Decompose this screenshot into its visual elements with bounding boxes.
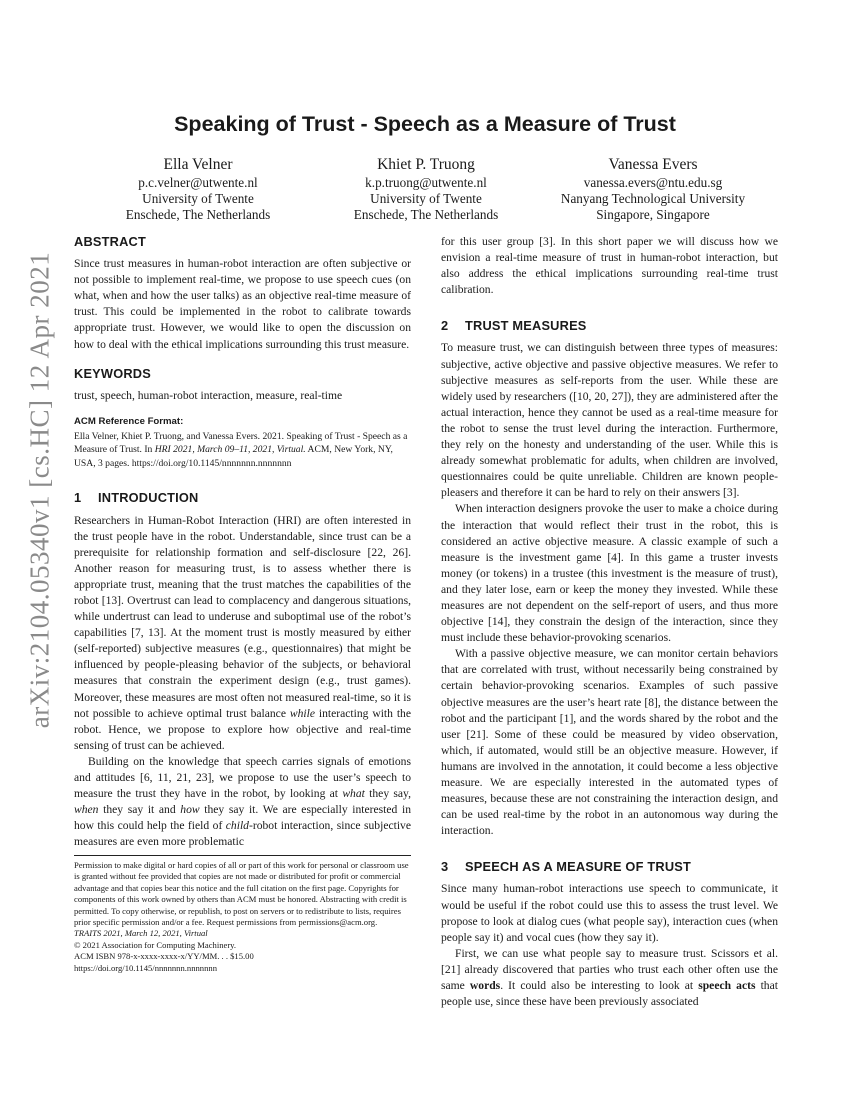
keywords-heading: KEYWORDS bbox=[74, 365, 151, 381]
author-email: vanessa.evers@ntu.edu.sg bbox=[583, 175, 723, 190]
abstract-heading: ABSTRACT bbox=[74, 234, 146, 249]
author-affiliation: University of Twente bbox=[142, 191, 254, 206]
venue-line: TRAITS 2021, March 12, 2021, Virtual bbox=[74, 928, 208, 939]
author-location: Enschede, The Netherlands bbox=[125, 207, 271, 222]
intro-paragraph: Building on the knowledge that speech carries signals of emotions and attitudes [6, 11, 21, 23], we propose to use the user’s speech to measure the trust they have in the robot, by looking at what they say, when they say it and how they say it. We are especially interested in how this could help the field of child-robot interaction, since subjective measures are even more problematic bbox=[74, 754, 412, 849]
section-heading-introduction: 1 INTRODUCTION bbox=[74, 490, 199, 506]
trust-paragraph: With a passive objective measure, we can monitor certain behaviors that are correlated with trust, without necessarily being constrained by certain behavior-provoking scenarios. Examples of such passive objective measures are the user’s heart rate [8], the distance between the robot and the participant [1], and the words shared by the robot and the user [21]. Some of these could be measured by video observation, which, if automated, would still be an objective measure. However, if humans are involved in the annotation, it could become a less objective measure. We are especially interested in the automated types of measures, because these are not constraining the interaction design, and can be used real-time by the robot in an autonomous way during the interaction. bbox=[441, 647, 778, 838]
trust-paragraph: To measure trust, we can distinguish between three types of measures: subjective, active objective and passive objective measures. We refer to subjective measures as self-reports from the user. While these are widely used by researchers ([10, 20, 27]), they are administered after the actual interaction, hence they cannot be used as a real-time measure for the robot to sense the trust level during the interaction. Furthermore, they rely on the honesty and understanding of the user. While this is already somewhat problematic for adults, when children are involved, questionnaires could be quite unreliable. Children are known people-pleasers and therefore it can be hard to rely on their answers [3]. bbox=[441, 341, 778, 500]
author-affiliation: Nanyang Technological University bbox=[560, 191, 746, 206]
paper-title: Speaking of Trust - Speech as a Measure of Trust bbox=[174, 112, 676, 136]
section-heading-trust-measures: 2 TRUST MEASURES bbox=[441, 318, 587, 334]
permission-notice: Permission to make digital or hard copies of all or part of this work for personal or classroom use is granted without fee provided that copies are not made or distributed for profit or commercial advantage and that copies bear this notice and the full citation on the first page. Copyrights for components of this work owned by others than ACM must be honored. Abstracting with credit is permitted. To copy otherwise, or republish, to post on servers or to redistribute to lists, requires prior specific permission and/or a fee. Request permissions from permissions@acm.org. bbox=[74, 860, 409, 928]
author-name: Vanessa Evers bbox=[608, 156, 698, 173]
arxiv-identifier-stamp: arXiv:2104.05340v1 [cs.HC] 12 Apr 2021 bbox=[24, 251, 55, 729]
speech-paragraph: First, we can use what people say to measure trust. Scissors et al. [21] already discovered that parties who trust each other often use the same words. It could also be interesting to look at speech acts that people use, since these have been previously associated bbox=[441, 946, 778, 1009]
isbn-line: ACM ISBN 978-x-xxxx-xxxx-x/YY/MM. . . $15.00 bbox=[74, 951, 254, 962]
trust-paragraph: When interaction designers provoke the user to make a choice during the interaction that would reflect their trust in the robot, this is considered an active objective measure. A classic example of such a measure is the investment game [4]. In this game a truster invests money (or tokens) in a trustee (this investment is the measure of trust), and they later lose, earn or keep the money they invested. While these measures are not dependent on the self-report of users, and thus more objective [14], they constrain the design of the interaction, since they must include these behavior-provoking scenarios. bbox=[441, 502, 778, 645]
author-email: p.c.velner@utwente.nl bbox=[138, 175, 258, 190]
section-heading-speech-measure: 3 SPEECH AS A MEASURE OF TRUST bbox=[441, 859, 692, 875]
left-column bbox=[74, 234, 411, 851]
doi-line: https://doi.org/10.1145/nnnnnnn.nnnnnnn bbox=[74, 962, 217, 973]
author-block bbox=[301, 154, 551, 223]
author-affiliation: University of Twente bbox=[370, 191, 482, 206]
author-name: Ella Velner bbox=[163, 156, 233, 173]
copyright-footnote bbox=[74, 855, 411, 974]
acm-reference-heading: ACM Reference Format: bbox=[74, 415, 184, 427]
author-name: Khiet P. Truong bbox=[377, 156, 475, 173]
speech-paragraph: Since many human-robot interactions use speech to communicate, it would be useful if the robot could use this to assess the trust level. We propose to look at dialog cues (what people say), interaction cues (when people say it) and vocal cues (how they say it). bbox=[441, 882, 778, 944]
acm-reference-text: Ella Velner, Khiet P. Truong, and Vanessa Evers. 2021. Speaking of Trust - Speech as a Measure of Trust. In HRI 2021, March 09–11, 2021, Virtual. ACM, New York, NY, USA, 3 pages. https://doi.org/10.1145/nnnnnnn.nnnnnnn bbox=[74, 430, 408, 469]
right-column bbox=[441, 234, 778, 1010]
author-email: k.p.truong@utwente.nl bbox=[365, 175, 487, 190]
author-location: Enschede, The Netherlands bbox=[353, 207, 499, 222]
keywords-text: trust, speech, human-robot interaction, measure, real-time bbox=[74, 388, 343, 402]
copyright-line: © 2021 Association for Computing Machinery. bbox=[74, 939, 237, 950]
intro-continuation: for this user group [3]. In this short paper we will discuss how we envision a real-time measure of trust in human-robot interaction, but also address the ethical implications surrounding real-time trust calibration. bbox=[441, 235, 778, 297]
intro-paragraph: Researchers in Human-Robot Interaction (HRI) are often interested in the trust people have in the robot. Understandable, since trust can be a prerequisite for relationship formation and self-disclosure [22, 26]. Another reason for measuring trust, is to assess whether there is appropriate trust, meaning that the trust matches the capabilities of the robot [13]. Overtrust can lead to complacency and dangerous situations, while undertrust can lead to underuse and suboptimal use of the robot’s capabilities [7, 13]. At the moment trust is mostly measured by either (self-reported) subjective measures (e.g., questionnaires) that might be influenced by people-pleasing behavior of the subjects, or behavioral measures that constrain the experiment design (e.g., trust games). Moreover, these measures are most often not measured real-time, so it is not possible to achieve optimal trust balance while interacting with the robot. Hence, we propose to explore how objective and real-time sensing of trust can be achieved. bbox=[74, 513, 411, 752]
author-block bbox=[528, 154, 778, 223]
author-block bbox=[73, 154, 323, 223]
abstract-text: Since trust measures in human-robot interaction are often subjective or not possible to implement real-time, we propose to use speech cues (on what, when and how the user talks) as an objective real-time measure of trust. This could be implemented in the robot to calibrate towards appropriate trust. However, we would like to open the discussion on how to deal with the ethical implications surrounding this trust measure. bbox=[74, 257, 411, 351]
author-location: Singapore, Singapore bbox=[596, 207, 710, 222]
